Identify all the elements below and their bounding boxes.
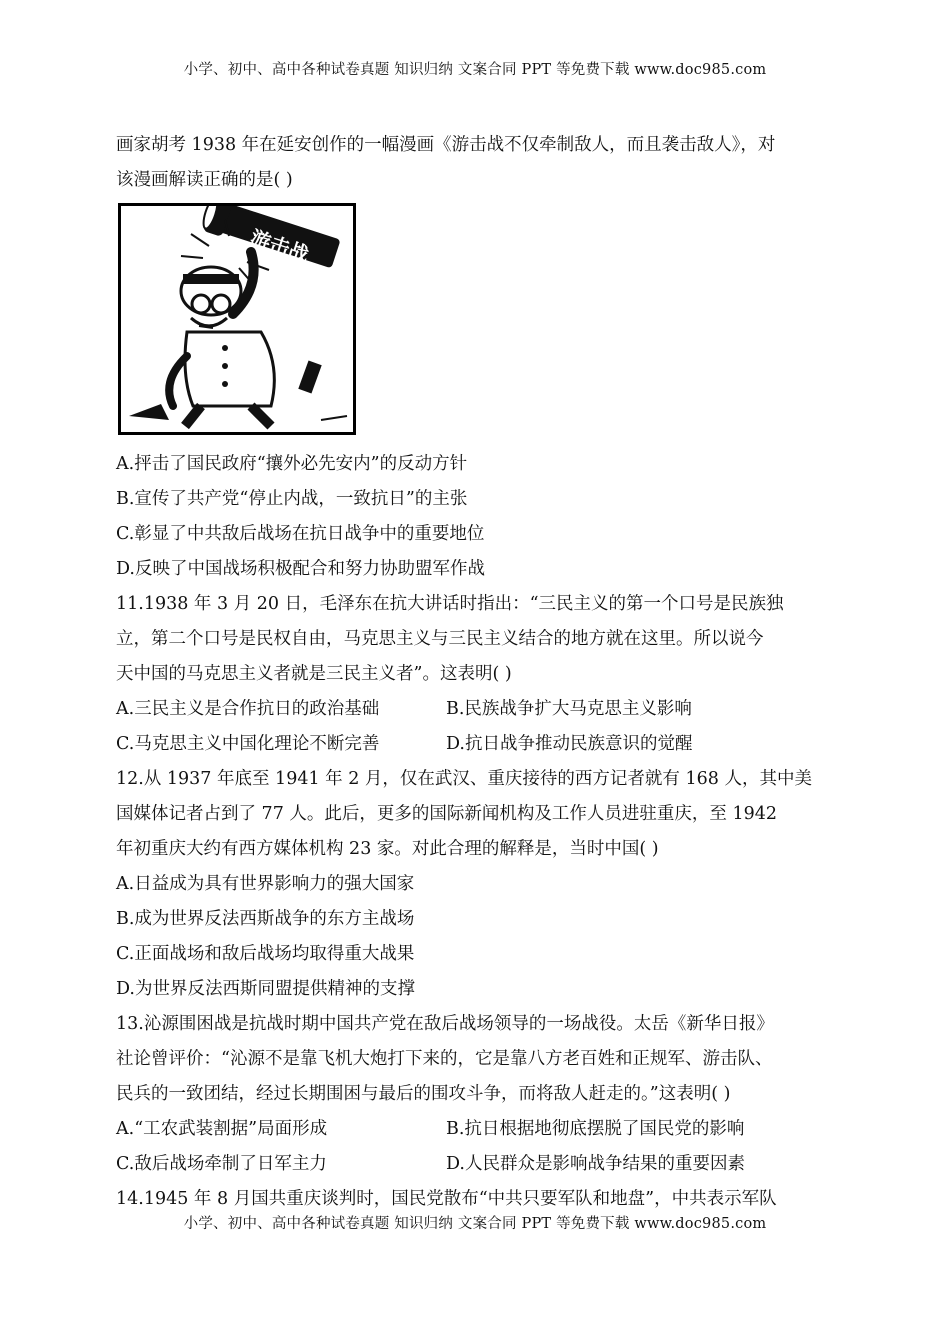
cartoon-image [118, 203, 356, 435]
answer-option: A.三民主义是合作抗日的政治基础 [116, 699, 380, 719]
question-stem-line: 画家胡考 1938 年在延安创作的一幅漫画《游击战不仅牵制敌人，而且袭击敌人》，对 [116, 135, 776, 155]
question-stem-line: 天中国的马克思主义者就是三民主义者”。这表明( ) [116, 664, 512, 684]
cartoon-illustration [121, 206, 353, 432]
answer-option: C.彰显了中共敌后战场在抗日战争中的重要地位 [116, 524, 485, 544]
question-11 [116, 587, 836, 762]
question-stem-line: 社论曾评价：“沁源不是靠飞机大炮打下来的，它是靠八方老百姓和正规军、游击队、 [116, 1049, 773, 1069]
answer-option: A.日益成为具有世界影响力的强大国家 [116, 874, 415, 894]
answer-option: D.抗日战争推动民族意识的觉醒 [446, 734, 693, 754]
cannon-caption: 游击战 [247, 225, 312, 267]
option-row [116, 692, 836, 727]
answer-option: C.敌后战场牵制了日军主力 [116, 1154, 327, 1174]
question-stem-line: 民兵的一致团结，经过长期围困与最后的围攻斗争，而将敌人赶走的。”这表明( ) [116, 1084, 731, 1104]
question-stem-line: 立，第二个口号是民权自由，马克思主义与三民主义结合的地方就在这里。所以说今 [116, 629, 764, 649]
answer-option: B.宣传了共产党“停止内战，一致抗日”的主张 [116, 489, 468, 509]
answer-option: C.正面战场和敌后战场均取得重大战果 [116, 944, 415, 964]
answer-option: D.为世界反法西斯同盟提供精神的支撑 [116, 979, 415, 999]
page-header: 小学、初中、高中各种试卷真题 知识归纳 文案合同 PPT 等免费下载 www.doc985.com [183, 62, 767, 78]
question-stem-line: 该漫画解读正确的是( ) [116, 170, 293, 190]
question-stem-line: 14.1945 年 8 月国共重庆谈判时，国民党散布“中共只要军队和地盘”，中共表示军队 [116, 1189, 777, 1209]
option-row [116, 727, 836, 762]
answer-option: D.反映了中国战场积极配合和努力协助盟军作战 [116, 559, 485, 579]
document-body [116, 128, 836, 1217]
answer-option: A.“工农武装割据”局面形成 [116, 1119, 328, 1139]
answer-option: C.马克思主义中国化理论不断完善 [116, 734, 380, 754]
answer-option: A.抨击了国民政府“攘外必先安内”的反动方针 [116, 454, 468, 474]
page-footer: 小学、初中、高中各种试卷真题 知识归纳 文案合同 PPT 等免费下载 www.doc985.com [183, 1216, 767, 1232]
answer-option: D.人民群众是影响战争结果的重要因素 [446, 1154, 745, 1174]
question-stem-line: 年初重庆大约有西方媒体机构 23 家。对此合理的解释是，当时中国( ) [116, 839, 659, 859]
question-stem-line: 13.沁源围困战是抗战时期中国共产党在敌后战场领导的一场战役。太岳《新华日报》 [116, 1014, 774, 1034]
soldier-body [185, 332, 274, 406]
question-stem-line: 国媒体记者占到了 77 人。此后，更多的国际新闻机构及工作人员进驻重庆，至 1942 [116, 804, 777, 824]
question-stem-line: 12.从 1937 年底至 1941 年 2 月，仅在武汉、重庆接待的西方记者就有 168 人，其中美 [116, 769, 812, 789]
answer-option: B.民族战争扩大马克思主义影响 [446, 699, 692, 719]
answer-option: B.成为世界反法西斯战争的东方主战场 [116, 909, 415, 929]
question-13 [116, 1007, 836, 1182]
question-stem-line: 11.1938 年 3 月 20 日，毛泽东在抗大讲话时指出：“三民主义的第一个口号是民族独 [116, 594, 784, 614]
option-row [116, 1112, 836, 1147]
answer-option: B.抗日根据地彻底摆脱了国民党的影响 [446, 1119, 745, 1139]
question-12 [116, 762, 836, 1007]
option-row [116, 1147, 836, 1182]
question-10 [116, 128, 836, 587]
